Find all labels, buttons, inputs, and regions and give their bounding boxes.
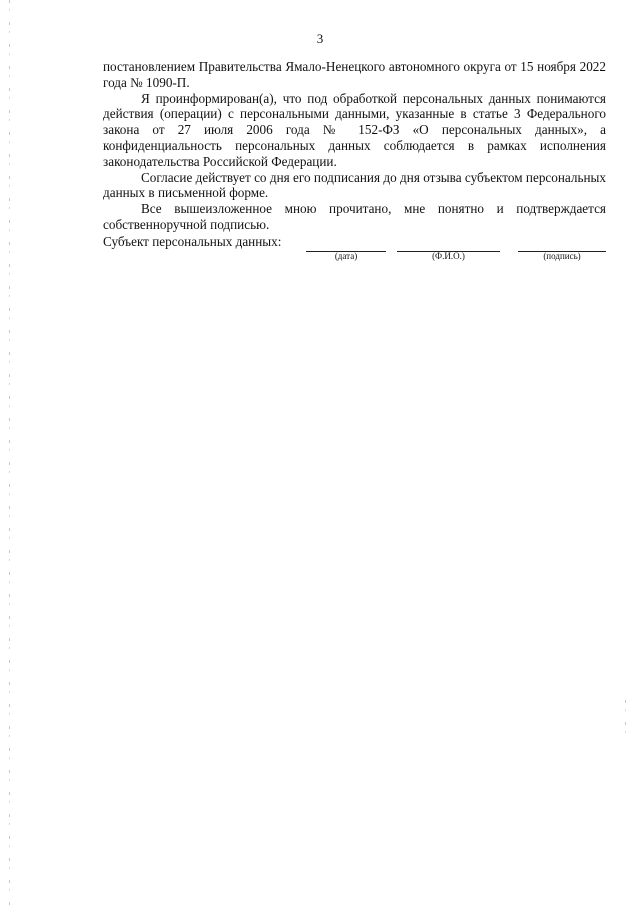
full-name-field[interactable] [397,234,500,261]
document-body [103,59,606,233]
scan-edge-left [9,0,10,905]
full-name-caption: (Ф.И.О.) [432,251,465,261]
paragraph-consent-validity: Согласие действует со дня его подписания до дня отзыва субъектом персональных данных в письменной форме. [103,169,606,201]
signature-caption: (подпись) [543,251,581,261]
signature-subject-label: Субъект персональных данных: [103,234,282,249]
paragraph-acknowledgement: Все вышеизложенное мною прочитано, мне понятно и подтверждается собственноручной подписью. [103,201,606,232]
scan-edge-right [625,700,626,740]
date-field[interactable] [306,234,386,261]
signature-field[interactable] [518,234,606,261]
paragraph-processing-info: Я проинформирован(а), что под обработкой персональных данных понимаются действия (операции) с персональными данными, указанные в статье 3 Федерального закона от 27 июля 2006 года № 152-ФЗ «О персональных данных», а конфиденциальность персональных данных соблюдается в рамках исполнения законодательства Российской Федерации. [103,90,606,169]
date-caption: (дата) [334,251,358,261]
page-number: 3 [316,31,324,46]
paragraph-decree-reference: постановлением Правительства Ямало-Ненецкого автономного округа от 15 ноября 2022 года № 1090-П. [103,59,606,90]
signature-block [103,234,613,264]
